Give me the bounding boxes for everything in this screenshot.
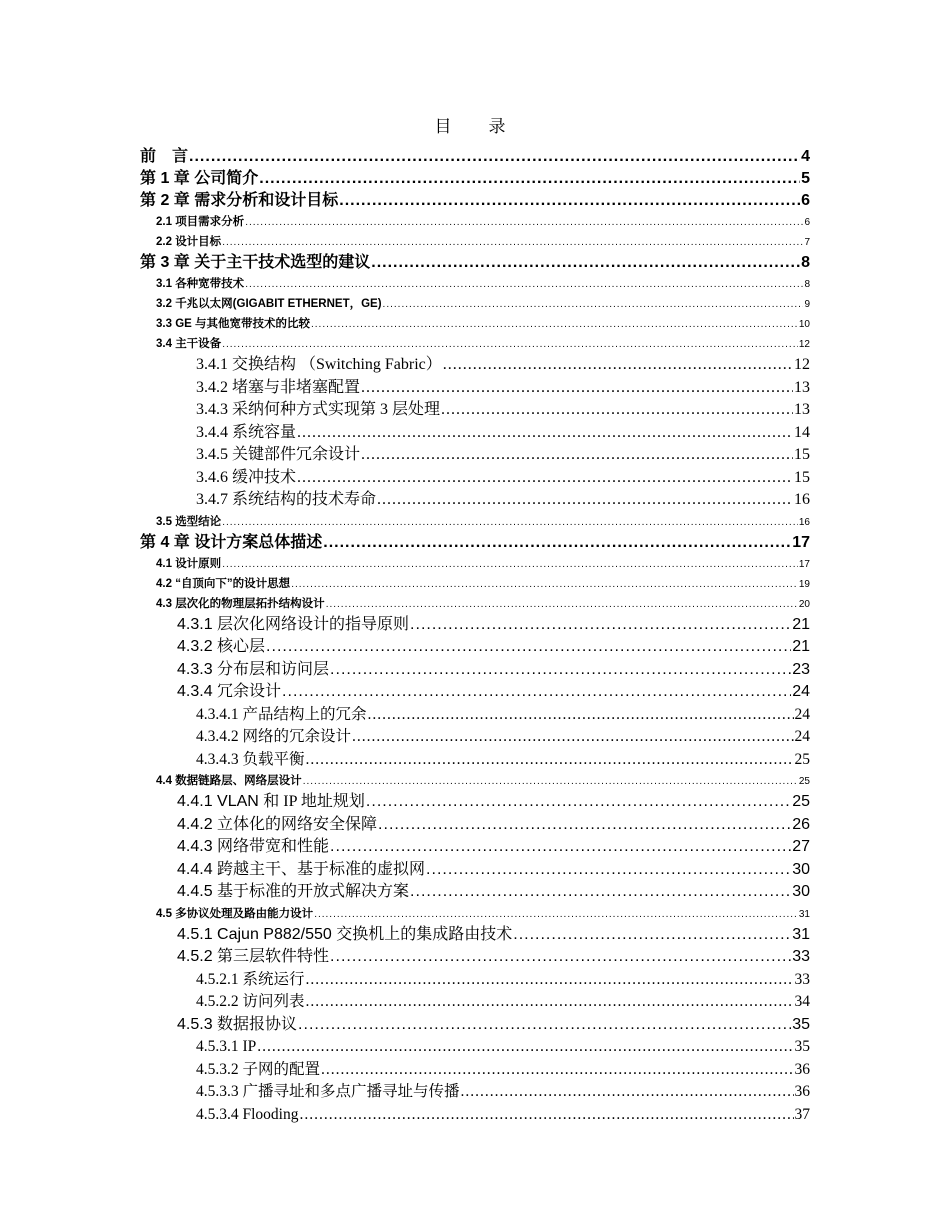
toc-dot-leader xyxy=(361,377,793,400)
toc-entry[interactable] xyxy=(140,749,810,772)
toc-entry-number: 4.2 xyxy=(156,577,176,590)
toc-entry-label xyxy=(156,904,313,924)
toc-entry-label xyxy=(140,532,322,554)
toc-entry-title: IP xyxy=(242,1038,257,1055)
toc-entry[interactable] xyxy=(140,399,810,422)
toc-entry-title: 第三层软件特性 xyxy=(217,948,330,965)
toc-entry[interactable] xyxy=(140,212,810,232)
toc-page-number: 6 xyxy=(804,217,810,228)
toc-entry-label xyxy=(196,969,305,992)
toc-entry-label xyxy=(177,946,329,969)
toc-entry[interactable] xyxy=(140,1014,810,1037)
toc-dot-leader xyxy=(282,681,791,704)
toc-entry-label xyxy=(196,1104,298,1127)
toc-entry-label xyxy=(156,512,221,532)
toc-dot-leader xyxy=(306,991,794,1014)
toc-page xyxy=(140,114,810,1126)
toc-entry-title: 设计目标 xyxy=(175,236,222,248)
toc-list xyxy=(140,146,810,1126)
toc-entry-number: 3.4.7 xyxy=(196,491,232,508)
toc-entry-number: 3.4.4 xyxy=(196,423,232,441)
toc-entry-number: 4.4.4 xyxy=(177,860,218,878)
toc-page-number: 35 xyxy=(794,1038,810,1055)
toc-entry-number: 4.5.3.1 xyxy=(196,1038,243,1055)
toc-entry-title: GE 与其他宽带技术的比较 xyxy=(175,318,310,330)
toc-entry-title: 主干设备 xyxy=(175,338,222,350)
toc-entry-title: 核心层 xyxy=(217,638,266,655)
toc-entry[interactable] xyxy=(140,532,810,554)
toc-entry-title: 分布层和访问层 xyxy=(217,660,330,678)
toc-entry[interactable] xyxy=(140,146,810,168)
toc-page-number: 4 xyxy=(801,148,810,165)
toc-entry-title: 关键部件冗余设计 xyxy=(232,446,361,463)
toc-entry-label xyxy=(156,274,244,294)
toc-entry-label xyxy=(140,190,338,212)
toc-page-number: 23 xyxy=(792,660,810,678)
toc-entry-number: 4.4.2 xyxy=(177,815,218,833)
toc-entry-number: 3.4.2 xyxy=(196,378,232,396)
toc-entry-title: 立体化的网络安全保障 xyxy=(217,815,378,833)
toc-page-number: 33 xyxy=(794,970,810,988)
toc-dot-leader xyxy=(245,213,803,233)
toc-page-number: 30 xyxy=(792,860,810,878)
toc-page-number: 10 xyxy=(798,319,810,330)
toc-entry[interactable] xyxy=(140,1036,810,1059)
toc-entry-number: 4.1 xyxy=(156,557,176,570)
toc-entry-label xyxy=(177,614,409,637)
toc-entry-number: 3.1 xyxy=(156,278,176,290)
toc-entry-label xyxy=(156,574,290,594)
toc-entry[interactable] xyxy=(140,444,810,467)
toc-entry[interactable] xyxy=(140,314,810,334)
toc-entry-label xyxy=(196,704,367,727)
toc-entry-label xyxy=(177,636,265,659)
toc-dot-leader xyxy=(361,444,793,467)
toc-entry-title: 层次化网络设计的指导原则 xyxy=(217,615,410,633)
toc-entry-label xyxy=(177,924,512,947)
toc-entry-number: 4.3.3 xyxy=(177,660,218,678)
toc-dot-leader xyxy=(245,275,803,295)
toc-dot-leader xyxy=(259,168,800,190)
toc-entry-title: 冗余设计 xyxy=(217,683,282,700)
toc-entry-label xyxy=(177,814,377,837)
toc-dot-leader xyxy=(321,1059,793,1082)
toc-dot-leader xyxy=(352,726,793,749)
toc-dot-leader xyxy=(303,772,798,792)
toc-page-number: 17 xyxy=(792,533,810,551)
toc-entry-number: 4.5.2 xyxy=(177,948,218,965)
toc-entry-title: 设计方案总体描述 xyxy=(194,533,323,551)
toc-page-number: 13 xyxy=(794,378,810,396)
toc-dot-leader xyxy=(222,335,798,355)
toc-entry-number: 4.3.4 xyxy=(177,683,218,700)
toc-page-number: 5 xyxy=(801,170,810,187)
toc-entry[interactable] xyxy=(140,422,810,445)
toc-entry-title: “自顶向下”的设计思想 xyxy=(175,577,291,590)
toc-entry-number: 4.5.2.1 xyxy=(196,970,243,988)
toc-entry[interactable] xyxy=(140,814,810,837)
toc-entry-label xyxy=(196,726,351,749)
toc-entry-title: 系统运行 xyxy=(242,970,305,988)
toc-entry[interactable] xyxy=(140,190,810,212)
toc-entry-label xyxy=(140,252,370,274)
toc-entry-label xyxy=(156,232,221,252)
toc-entry-number: 3.4 xyxy=(156,338,176,350)
toc-entry[interactable] xyxy=(140,334,810,354)
toc-entry-title: 数据链路层、网络层设计 xyxy=(175,775,302,787)
toc-dot-leader xyxy=(257,1036,793,1059)
toc-entry-number: 4.5.1 Cajun P882/550 xyxy=(177,925,337,943)
toc-entry-number: 4.3.4.3 xyxy=(196,750,243,768)
toc-page-number: 8 xyxy=(801,254,810,271)
toc-dot-leader xyxy=(222,233,803,253)
toc-entry-number: 2.2 xyxy=(156,236,176,248)
toc-entry[interactable] xyxy=(140,771,810,791)
toc-entry[interactable] xyxy=(140,467,810,490)
toc-page-number: 15 xyxy=(794,446,810,463)
toc-dot-leader xyxy=(330,836,791,859)
toc-entry-label xyxy=(177,791,365,814)
toc-entry-number: 4.5.3.4 xyxy=(196,1105,243,1123)
toc-entry-number: 4.5.3.2 xyxy=(196,1060,243,1078)
toc-page-number: 24 xyxy=(794,705,810,723)
toc-entry-title: 交换机上的集成路由技术 xyxy=(336,925,513,943)
toc-entry[interactable] xyxy=(140,681,810,704)
toc-entry-label xyxy=(196,422,296,445)
toc-entry[interactable] xyxy=(140,377,810,400)
toc-entry-title: 需求分析和设计目标 xyxy=(194,192,339,209)
toc-entry[interactable] xyxy=(140,859,810,882)
toc-dot-leader xyxy=(368,704,794,727)
toc-page-number: 31 xyxy=(798,908,810,920)
toc-entry-title: 缓冲技术 xyxy=(232,468,297,486)
toc-entry-title: 广播寻址和多点广播寻址与传播 xyxy=(242,1083,460,1100)
toc-page-number: 9 xyxy=(804,299,810,310)
toc-entry[interactable] xyxy=(140,924,810,947)
toc-entry-label xyxy=(140,146,188,168)
toc-dot-leader xyxy=(371,252,800,274)
toc-page-number: 25 xyxy=(798,776,810,787)
toc-entry[interactable] xyxy=(140,489,810,512)
toc-page-number: 16 xyxy=(798,516,810,528)
toc-entry[interactable] xyxy=(140,274,810,294)
toc-entry-title: 多协议处理及路由能力设计 xyxy=(175,907,314,920)
toc-entry[interactable] xyxy=(140,294,810,314)
toc-dot-leader xyxy=(410,881,791,904)
toc-entry-label xyxy=(156,554,221,574)
toc-entry[interactable] xyxy=(140,791,810,814)
toc-dot-leader xyxy=(314,905,798,925)
toc-dot-leader xyxy=(306,749,794,772)
toc-page-number: 25 xyxy=(794,750,810,768)
toc-entry-title: 选型结论 xyxy=(175,515,222,528)
toc-entry-label xyxy=(196,991,305,1014)
toc-entry[interactable] xyxy=(140,1104,810,1127)
toc-entry-title: 言 xyxy=(156,148,189,165)
toc-title: 目 录 xyxy=(434,117,516,137)
toc-dot-leader xyxy=(222,555,798,575)
toc-entry-label xyxy=(196,399,440,422)
toc-page-number: 34 xyxy=(794,993,810,1010)
toc-entry-number: 4.3 xyxy=(156,597,176,610)
toc-page-number: 12 xyxy=(798,339,810,350)
toc-entry-title: 网络的冗余设计 xyxy=(242,728,352,745)
toc-page-number: 36 xyxy=(794,1060,810,1078)
toc-entry-number: 4.3.4.1 xyxy=(196,705,243,723)
toc-entry-label xyxy=(177,681,281,704)
toc-entry-label xyxy=(196,354,442,377)
toc-entry-number: 第 1 章 xyxy=(140,170,195,187)
toc-page-number: 12 xyxy=(794,356,810,373)
toc-page-number: 17 xyxy=(798,558,810,570)
toc-dot-leader xyxy=(222,513,798,533)
toc-dot-leader xyxy=(366,791,791,814)
toc-entry-label xyxy=(177,859,425,882)
toc-entry-number: 3.4.3 xyxy=(196,401,232,418)
toc-page-number: 13 xyxy=(794,401,810,418)
toc-entry-title: 系统容量 xyxy=(232,423,297,441)
toc-page-number: 24 xyxy=(792,683,810,700)
toc-page-number: 24 xyxy=(794,728,810,745)
toc-entry[interactable] xyxy=(140,1059,810,1082)
toc-page-number: 31 xyxy=(792,925,810,943)
toc-entry-label xyxy=(196,467,296,490)
toc-page-number: 7 xyxy=(804,237,810,248)
toc-entry-number: 4.4.5 xyxy=(177,883,218,900)
toc-entry[interactable] xyxy=(140,232,810,252)
toc-dot-leader xyxy=(426,859,791,882)
toc-entry-label xyxy=(140,168,258,190)
toc-entry-number: 前 xyxy=(140,148,157,165)
toc-entry-title: 负载平衡 xyxy=(242,750,305,768)
toc-entry-number: 3.4.6 xyxy=(196,468,232,486)
toc-dot-leader xyxy=(383,295,804,315)
toc-entry-label xyxy=(196,749,305,772)
toc-entry[interactable] xyxy=(140,1081,810,1104)
toc-entry-label xyxy=(177,659,329,682)
toc-entry-label xyxy=(156,334,221,354)
toc-dot-leader xyxy=(443,354,793,377)
toc-entry[interactable] xyxy=(140,554,810,574)
toc-dot-leader xyxy=(326,595,798,615)
toc-entry-title: 千兆以太网(GIGABIT ETHERNET，GE) xyxy=(175,298,382,310)
toc-page-number: 16 xyxy=(794,491,810,508)
toc-entry-title: Flooding xyxy=(242,1105,299,1123)
toc-entry-title: 系统结构的技术寿命 xyxy=(232,491,377,508)
toc-entry-number: 4.4 xyxy=(156,775,176,787)
toc-entry-label xyxy=(177,881,409,904)
toc-entry-number: 第 2 章 xyxy=(140,192,195,209)
toc-entry-number: 第 3 章 xyxy=(140,254,195,271)
toc-dot-leader xyxy=(306,969,794,992)
toc-page-number: 14 xyxy=(794,423,810,441)
toc-entry[interactable] xyxy=(140,512,810,532)
toc-entry[interactable] xyxy=(140,574,810,594)
toc-dot-leader xyxy=(323,532,791,554)
toc-entry[interactable] xyxy=(140,252,810,274)
toc-entry-number: 3.4.5 xyxy=(196,446,232,463)
toc-page-number: 15 xyxy=(794,468,810,486)
toc-page-number: 6 xyxy=(801,192,810,209)
toc-dot-leader xyxy=(297,422,793,445)
toc-entry-number: 4.3.4.2 xyxy=(196,728,243,745)
toc-entry[interactable] xyxy=(140,991,810,1014)
toc-entry-label xyxy=(196,1081,460,1104)
toc-entry-label xyxy=(177,1014,297,1037)
toc-page-number: 36 xyxy=(794,1083,810,1100)
toc-entry-label xyxy=(196,489,376,512)
toc-dot-leader xyxy=(298,1014,791,1037)
toc-entry-number: 4.3.2 xyxy=(177,638,218,655)
toc-dot-leader xyxy=(297,467,793,490)
toc-dot-leader xyxy=(266,636,791,659)
toc-entry-label xyxy=(196,444,360,467)
toc-page-number: 20 xyxy=(798,598,810,610)
toc-entry-number: 2.1 xyxy=(156,216,176,228)
toc-entry-title: 子网的配置 xyxy=(242,1060,321,1078)
toc-entry-label xyxy=(177,836,329,859)
toc-entry-number: 4.5 xyxy=(156,907,176,920)
toc-entry-title: 设计原则 xyxy=(175,557,222,570)
toc-entry-title: 交换结构 （Switching Fabric） xyxy=(232,356,442,373)
toc-entry-number: 4.5.2.2 xyxy=(196,993,243,1010)
toc-entry[interactable] xyxy=(140,726,810,749)
toc-dot-leader xyxy=(461,1081,794,1104)
toc-entry-number: 3.5 xyxy=(156,515,176,528)
toc-entry-title: 层次化的物理层拓扑结构设计 xyxy=(175,597,325,610)
toc-entry-title: 访问列表 xyxy=(242,993,305,1010)
toc-entry[interactable] xyxy=(140,904,810,924)
toc-entry-title: 各种宽带技术 xyxy=(175,278,245,290)
toc-entry-label xyxy=(156,314,310,334)
toc-page-number: 25 xyxy=(792,793,810,810)
toc-page-number: 8 xyxy=(804,279,810,290)
toc-entry-label xyxy=(196,1059,320,1082)
toc-entry-title: 堵塞与非堵塞配置 xyxy=(232,378,361,396)
toc-entry-label xyxy=(196,377,360,400)
toc-page-number: 26 xyxy=(792,815,810,833)
toc-entry-label xyxy=(196,1036,256,1059)
toc-page-number: 19 xyxy=(798,578,810,590)
toc-dot-leader xyxy=(299,1104,793,1127)
toc-entry-number: 3.4.1 xyxy=(196,356,232,373)
toc-dot-leader xyxy=(311,315,798,335)
toc-dot-leader xyxy=(330,946,791,969)
toc-entry-number: 4.4.3 xyxy=(177,838,218,855)
toc-entry-number: 4.4.1 VLAN xyxy=(177,793,264,810)
toc-dot-leader xyxy=(377,489,793,512)
toc-page-number: 33 xyxy=(792,948,810,965)
toc-entry-number: 4.5.3.3 xyxy=(196,1083,243,1100)
toc-entry-title: 和 IP 地址规划 xyxy=(263,793,365,810)
toc-entry[interactable] xyxy=(140,168,810,190)
toc-dot-leader xyxy=(513,924,791,947)
toc-entry[interactable] xyxy=(140,969,810,992)
toc-dot-leader xyxy=(330,659,791,682)
toc-page-number: 35 xyxy=(792,1015,810,1033)
toc-entry-label xyxy=(156,212,244,232)
toc-page-number: 21 xyxy=(792,615,810,633)
toc-entry-number: 3.2 xyxy=(156,298,176,310)
toc-entry-number: 3.3 xyxy=(156,318,176,330)
toc-entry[interactable] xyxy=(140,594,810,614)
toc-page-number: 37 xyxy=(794,1105,810,1123)
toc-dot-leader xyxy=(339,190,800,212)
toc-entry[interactable] xyxy=(140,636,810,659)
toc-entry-title: 网络带宽和性能 xyxy=(217,838,330,855)
toc-entry[interactable] xyxy=(140,354,810,377)
toc-entry-title: 产品结构上的冗余 xyxy=(242,705,367,723)
toc-entry[interactable] xyxy=(140,836,810,859)
toc-entry-title: 跨越主干、基于标准的虚拟网 xyxy=(217,860,426,878)
toc-entry-title: 项目需求分析 xyxy=(175,216,245,228)
toc-entry[interactable] xyxy=(140,659,810,682)
toc-entry[interactable] xyxy=(140,881,810,904)
toc-entry-title: 关于主干技术选型的建议 xyxy=(194,254,371,271)
toc-page-number: 21 xyxy=(792,638,810,655)
toc-entry-label xyxy=(156,771,302,791)
toc-entry-number: 4.5.3 xyxy=(177,1015,218,1033)
toc-dot-leader xyxy=(410,614,791,637)
toc-dot-leader xyxy=(291,575,798,595)
toc-entry-title: 数据报协议 xyxy=(217,1015,298,1033)
toc-entry-title: 公司简介 xyxy=(194,170,259,187)
toc-page-number: 27 xyxy=(792,838,810,855)
toc-entry[interactable] xyxy=(140,946,810,969)
toc-entry-title: 基于标准的开放式解决方案 xyxy=(217,883,410,900)
toc-entry-title: 采纳何种方式实现第 3 层处理 xyxy=(232,401,441,418)
toc-entry[interactable] xyxy=(140,704,810,727)
toc-dot-leader xyxy=(378,814,791,837)
toc-dot-leader xyxy=(441,399,793,422)
toc-page-number: 30 xyxy=(792,883,810,900)
toc-dot-leader xyxy=(189,146,800,168)
toc-entry[interactable] xyxy=(140,614,810,637)
toc-entry-number: 第 4 章 xyxy=(140,533,195,551)
toc-entry-label xyxy=(156,294,382,314)
toc-entry-label xyxy=(156,594,325,614)
toc-entry-number: 4.3.1 xyxy=(177,615,218,633)
